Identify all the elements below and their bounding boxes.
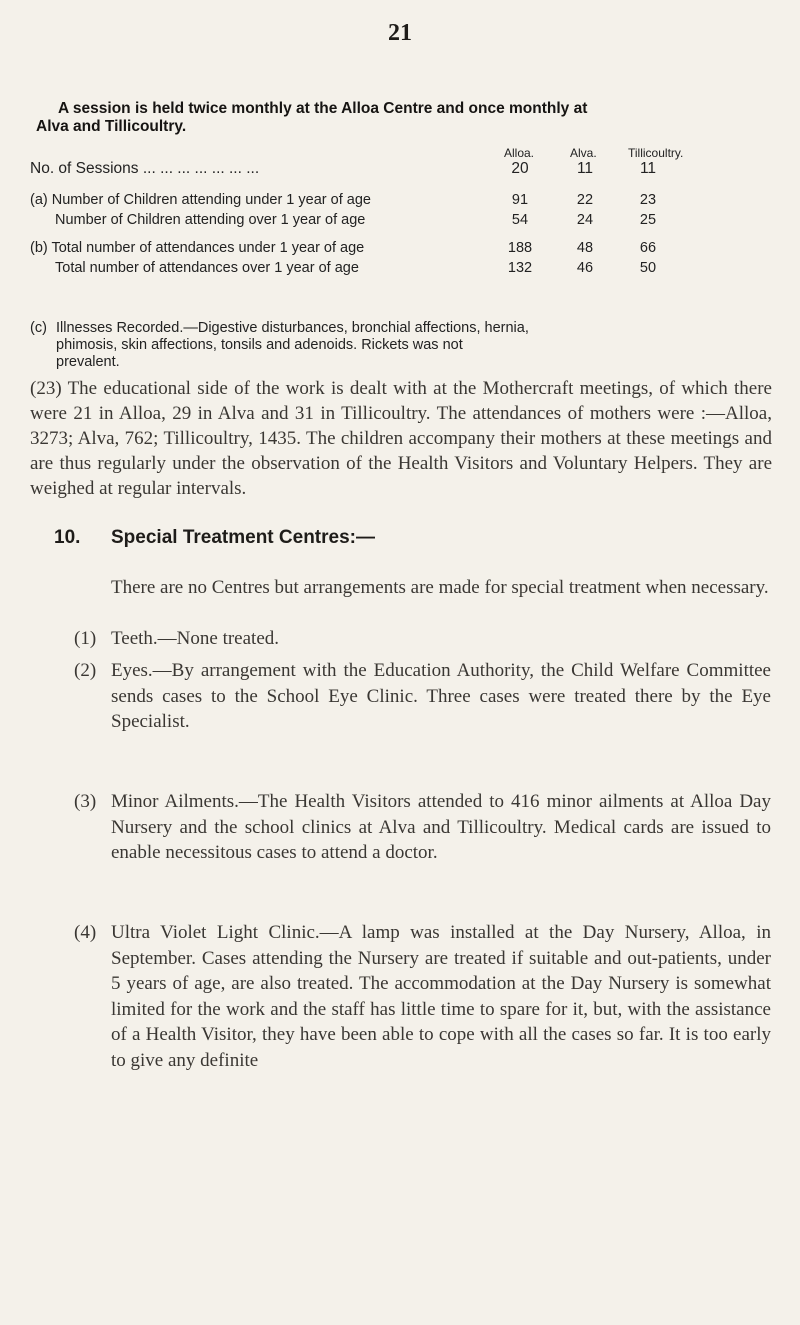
column-header-tillicoultry: Tillicoultry. (628, 146, 684, 160)
table-header (30, 146, 770, 160)
section-title: Special Treatment Centres:— (111, 527, 375, 548)
item-text: Ultra Violet Light Clinic.—A lamp was installed at the Day Nursery, Alloa, in September. Cases attending the Nursery are treated if suitable and out-patients, under 5 years of age, are also treated. The accommodation at the Day Nursery is somewhat limited for the work and the staff has little time to spare for it, but, with the assistance of a Health Visitor, they have been able to cope with all the cases so far. It is too early to give any definite (111, 922, 771, 1071)
illness-tag: (c) (30, 320, 47, 336)
row-label: Number of Children attending over 1 year of age (55, 212, 366, 228)
row-label: (a) Number of Children attending under 1 year of age (30, 192, 371, 208)
list-item-teeth (74, 626, 771, 652)
intro-line-2: Alva and Tillicoultry. (36, 118, 187, 135)
column-header-alva: Alva. (570, 146, 597, 160)
attendance-table (30, 146, 770, 280)
cell-alloa: 188 (507, 240, 533, 256)
list-item-eyes (74, 658, 771, 735)
illnesses-recorded (30, 320, 770, 371)
section-intro: There are no Centres but arrangements are made for special treatment when necessary. (111, 577, 769, 598)
column-header-alloa: Alloa. (504, 146, 535, 160)
paragraph-23: (23) The educational side of the work is dealt with at the Mothercraft meetings, of which there were 21 in Alloa, 29 in Alva and 31 in Tillicoultry. The attendances of mothers were :—Alloa, 3273; Alva, 762; Tillicoultry, 1435. The children accompany their mothers at these meetings and are thus regularly under the observation of the Health Visitors and Voluntary Helpers. They are weighed at regular intervals. (30, 378, 772, 499)
list-item-minor-ailments (74, 789, 771, 866)
page-number: 21 (388, 20, 412, 46)
item-number: (1) (74, 628, 97, 649)
cell-alloa: 54 (511, 212, 529, 228)
section-heading (54, 527, 375, 549)
item-text: Teeth.—None treated. (111, 628, 280, 649)
cell-alloa: 91 (511, 192, 529, 208)
cell-alva: 24 (576, 212, 594, 228)
cell-alva: 22 (576, 192, 594, 208)
cell-alva: 11 (576, 160, 594, 177)
cell-alva: 46 (576, 260, 594, 276)
table-row-sessions (30, 160, 770, 184)
cell-tillicoultry: 66 (639, 240, 657, 256)
list-item-ultra-violet (74, 920, 771, 1074)
section-number: 10. (54, 527, 81, 548)
cell-tillicoultry: 50 (639, 260, 657, 276)
illness-line-1: Illnesses Recorded.—Digestive disturbances, bronchial affections, hernia, (56, 320, 529, 336)
row-label: (b) Total number of attendances under 1 year of age (30, 240, 365, 256)
table-row (30, 260, 770, 280)
intro-paragraph (36, 100, 766, 136)
table-row (30, 212, 770, 232)
item-number: (4) (74, 922, 97, 943)
table-row (30, 192, 770, 212)
item-text: Minor Ailments.—The Health Visitors attended to 416 minor ailments at Alloa Day Nursery and the school clinics at Alva and Tillicoultry. Medical cards are issued to enable necessitous cases to attend a doctor. (111, 791, 771, 864)
item-number: (3) (74, 791, 97, 812)
cell-tillicoultry: 23 (639, 192, 657, 208)
illness-line-3: prevalent. (56, 354, 120, 370)
cell-tillicoultry: 11 (639, 160, 657, 177)
row-label: No. of Sessions ... ... ... ... ... ... ... (30, 160, 260, 177)
table-row (30, 240, 770, 260)
intro-line-1: A session is held twice monthly at the Alloa Centre and once monthly at (58, 100, 588, 117)
cell-alva: 48 (576, 240, 594, 256)
illness-line-2: phimosis, skin affections, tonsils and adenoids. Rickets was not (56, 337, 463, 353)
cell-alloa: 132 (507, 260, 533, 276)
cell-tillicoultry: 25 (639, 212, 657, 228)
item-text: Eyes.—By arrangement with the Education Authority, the Child Welfare Committee sends cases to the School Eye Clinic. Three cases were treated there by the Eye Specialist. (111, 660, 771, 733)
item-number: (2) (74, 660, 97, 681)
cell-alloa: 20 (511, 160, 529, 177)
row-label: Total number of attendances over 1 year of age (55, 260, 359, 276)
